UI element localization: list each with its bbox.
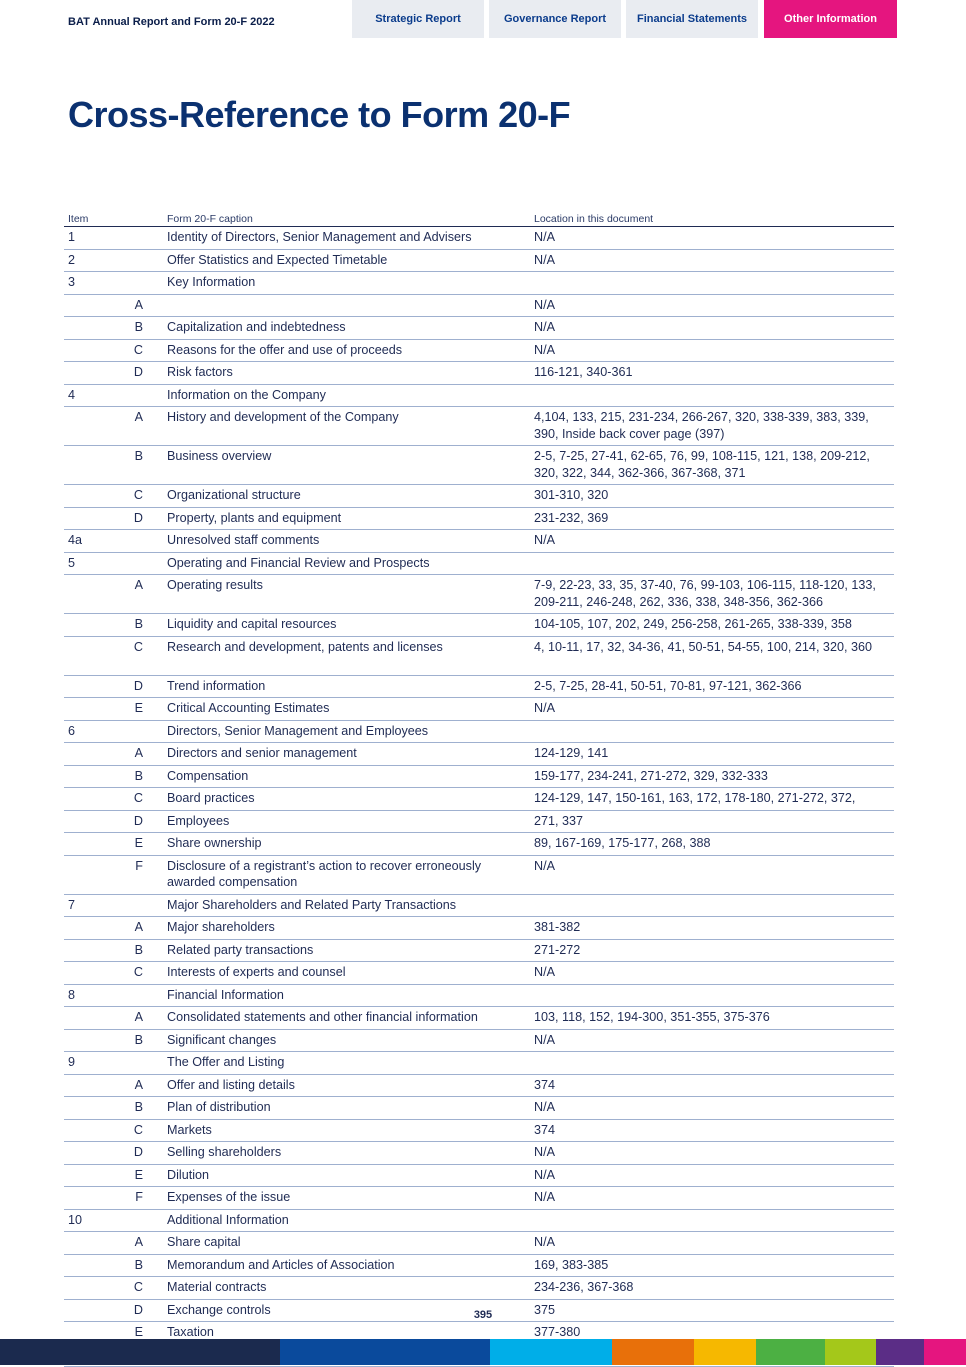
row-subitem: D	[126, 810, 163, 833]
row-item	[64, 1187, 126, 1210]
row-location: 4, 10-11, 17, 32, 34-36, 41, 50-51, 54-55, 100, 214, 320, 360	[530, 636, 894, 675]
row-item: 3	[64, 272, 126, 295]
row-item	[64, 1029, 126, 1052]
row-caption: Expenses of the issue	[163, 1187, 530, 1210]
row-caption: Identity of Directors, Senior Management and Advisers	[163, 227, 530, 250]
row-item	[64, 485, 126, 508]
table-row	[64, 339, 894, 362]
row-caption: Major Shareholders and Related Party Transactions	[163, 894, 530, 917]
row-subitem: B	[126, 1097, 163, 1120]
row-subitem: E	[126, 698, 163, 721]
color-bar-segment	[756, 1339, 825, 1365]
table-row	[64, 1254, 894, 1277]
row-location: 124-129, 141	[530, 743, 894, 766]
row-subitem	[126, 552, 163, 575]
table-row	[64, 1232, 894, 1255]
row-caption: Financial Information	[163, 984, 530, 1007]
row-item	[64, 317, 126, 340]
table-row	[64, 384, 894, 407]
row-location: N/A	[530, 855, 894, 894]
table-row	[64, 614, 894, 637]
table-row	[64, 530, 894, 553]
row-location	[530, 984, 894, 1007]
row-location	[530, 894, 894, 917]
row-location: 169, 383-385	[530, 1254, 894, 1277]
row-location: 159-177, 234-241, 271-272, 329, 332-333	[530, 765, 894, 788]
row-caption: Liquidity and capital resources	[163, 614, 530, 637]
row-item: 7	[64, 894, 126, 917]
row-subitem: A	[126, 294, 163, 317]
row-location	[530, 720, 894, 743]
row-subitem: C	[126, 339, 163, 362]
row-subitem: D	[126, 507, 163, 530]
row-item	[64, 636, 126, 675]
footer-color-bar	[0, 1339, 966, 1365]
row-subitem: E	[126, 1322, 163, 1345]
table-row	[64, 1007, 894, 1030]
row-location: 381-382	[530, 917, 894, 940]
color-bar-segment	[0, 1339, 280, 1365]
row-location: 2-5, 7-25, 27-41, 62-65, 76, 99, 108-115, 121, 138, 209-212, 320, 322, 344, 362-366, 367-368, 371	[530, 446, 894, 485]
row-subitem: F	[126, 855, 163, 894]
row-location: 377-380	[530, 1322, 894, 1345]
table-row	[64, 675, 894, 698]
row-location	[530, 552, 894, 575]
row-item: 2	[64, 249, 126, 272]
row-location: 7-9, 22-23, 33, 35, 37-40, 76, 99-103, 106-115, 118-120, 133, 209-211, 246-248, 262, 336, 338, 348-356, 362-366	[530, 575, 894, 614]
row-location: N/A	[530, 1164, 894, 1187]
table-row	[64, 636, 894, 675]
table-row	[64, 249, 894, 272]
row-caption: Trend information	[163, 675, 530, 698]
table-row	[64, 1164, 894, 1187]
row-caption: Interests of experts and counsel	[163, 962, 530, 985]
row-subitem	[126, 720, 163, 743]
row-item	[64, 1074, 126, 1097]
row-item: 10	[64, 1209, 126, 1232]
row-item: 4	[64, 384, 126, 407]
row-item: 9	[64, 1052, 126, 1075]
color-bar-segment	[924, 1339, 966, 1365]
row-caption: Employees	[163, 810, 530, 833]
row-caption: Exchange controls	[163, 1299, 530, 1322]
row-location: 4,104, 133, 215, 231-234, 266-267, 320, 338-339, 383, 339, 390, Inside back cover page (397)	[530, 407, 894, 446]
row-item	[64, 1142, 126, 1165]
table-row	[64, 1074, 894, 1097]
row-caption: Directors and senior management	[163, 743, 530, 766]
row-location: 2-5, 7-25, 28-41, 50-51, 70-81, 97-121, 362-366	[530, 675, 894, 698]
tab-financial-statements[interactable]: Financial Statements	[626, 0, 758, 38]
table-row	[64, 917, 894, 940]
color-bar-segment	[612, 1339, 694, 1365]
row-caption: Operating and Financial Review and Prospects	[163, 552, 530, 575]
row-subitem: D	[126, 1299, 163, 1322]
tab-other-information[interactable]: Other Information	[764, 0, 897, 38]
row-subitem: B	[126, 1254, 163, 1277]
row-caption: History and development of the Company	[163, 407, 530, 446]
row-location: N/A	[530, 530, 894, 553]
row-caption: Markets	[163, 1119, 530, 1142]
page-header	[0, 0, 966, 38]
row-caption: Memorandum and Articles of Association	[163, 1254, 530, 1277]
row-subitem: C	[126, 1119, 163, 1142]
row-item	[64, 788, 126, 811]
row-location: 375	[530, 1299, 894, 1322]
row-subitem: B	[126, 614, 163, 637]
row-caption: Related party transactions	[163, 939, 530, 962]
row-subitem: D	[126, 362, 163, 385]
row-caption: Disclosure of a registrant’s action to recover erroneously awarded compensation	[163, 855, 530, 894]
row-subitem: B	[126, 765, 163, 788]
table-row	[64, 1052, 894, 1075]
row-location: 271, 337	[530, 810, 894, 833]
row-subitem	[126, 1209, 163, 1232]
row-location: N/A	[530, 1187, 894, 1210]
page-number: 395	[473, 1309, 493, 1321]
table-row	[64, 894, 894, 917]
row-subitem	[126, 1052, 163, 1075]
table-row	[64, 1187, 894, 1210]
table-row	[64, 552, 894, 575]
row-subitem	[126, 384, 163, 407]
row-location	[530, 272, 894, 295]
row-item: 8	[64, 984, 126, 1007]
row-location: N/A	[530, 1097, 894, 1120]
table-row	[64, 810, 894, 833]
row-location: N/A	[530, 1142, 894, 1165]
row-item: 4a	[64, 530, 126, 553]
row-location: N/A	[530, 339, 894, 362]
row-item	[64, 810, 126, 833]
row-location: N/A	[530, 227, 894, 250]
row-caption: Property, plants and equipment	[163, 507, 530, 530]
row-caption: Capitalization and indebtedness	[163, 317, 530, 340]
row-item	[64, 1007, 126, 1030]
row-caption: Organizational structure	[163, 485, 530, 508]
row-item	[64, 1164, 126, 1187]
row-subitem: B	[126, 446, 163, 485]
row-location: N/A	[530, 698, 894, 721]
row-item	[64, 939, 126, 962]
row-subitem	[126, 227, 163, 250]
row-caption: Plan of distribution	[163, 1097, 530, 1120]
row-caption: Risk factors	[163, 362, 530, 385]
table-row	[64, 362, 894, 385]
row-item	[64, 575, 126, 614]
row-location: N/A	[530, 249, 894, 272]
row-subitem: E	[126, 833, 163, 856]
row-caption: Directors, Senior Management and Employees	[163, 720, 530, 743]
row-location: 231-232, 369	[530, 507, 894, 530]
row-subitem: C	[126, 788, 163, 811]
color-bar-segment	[876, 1339, 924, 1365]
tab-governance-report[interactable]: Governance Report	[489, 0, 621, 38]
row-caption: Consolidated statements and other financial information	[163, 1007, 530, 1030]
table-row	[64, 855, 894, 894]
table-row	[64, 1142, 894, 1165]
row-subitem	[126, 894, 163, 917]
row-caption: Business overview	[163, 446, 530, 485]
row-subitem: D	[126, 675, 163, 698]
row-caption: Board practices	[163, 788, 530, 811]
table-row	[64, 984, 894, 1007]
row-location	[530, 1052, 894, 1075]
row-subitem: A	[126, 1007, 163, 1030]
row-item	[64, 446, 126, 485]
row-subitem: C	[126, 962, 163, 985]
row-subitem: B	[126, 939, 163, 962]
row-subitem: C	[126, 1277, 163, 1300]
row-subitem: A	[126, 917, 163, 940]
row-subitem: F	[126, 1187, 163, 1210]
document-title: BAT Annual Report and Form 20-F 2022	[68, 16, 275, 28]
row-location: 103, 118, 152, 194-300, 351-355, 375-376	[530, 1007, 894, 1030]
row-location: 271-272	[530, 939, 894, 962]
table-row	[64, 1209, 894, 1232]
row-item	[64, 507, 126, 530]
table-row	[64, 1097, 894, 1120]
row-location	[530, 1209, 894, 1232]
row-item	[64, 1254, 126, 1277]
header-item: Item	[64, 209, 126, 227]
table-row	[64, 317, 894, 340]
color-bar-segment	[280, 1339, 490, 1365]
header-caption: Form 20-F caption	[163, 209, 530, 227]
row-item	[64, 339, 126, 362]
table-row	[64, 698, 894, 721]
row-caption: Reasons for the offer and use of proceeds	[163, 339, 530, 362]
row-caption: Selling shareholders	[163, 1142, 530, 1165]
row-subitem: A	[126, 1232, 163, 1255]
row-item: 1	[64, 227, 126, 250]
row-caption: Material contracts	[163, 1277, 530, 1300]
row-location: N/A	[530, 962, 894, 985]
row-location: 301-310, 320	[530, 485, 894, 508]
row-item	[64, 765, 126, 788]
row-subitem: B	[126, 1029, 163, 1052]
page-title: Cross-Reference to Form 20-F	[68, 94, 571, 135]
table-row	[64, 1119, 894, 1142]
row-item	[64, 1277, 126, 1300]
row-caption	[163, 294, 530, 317]
row-caption: Offer and listing details	[163, 1074, 530, 1097]
table-row	[64, 1029, 894, 1052]
row-caption: Information on the Company	[163, 384, 530, 407]
row-location: 374	[530, 1074, 894, 1097]
row-caption: Significant changes	[163, 1029, 530, 1052]
row-item	[64, 614, 126, 637]
row-caption: Key Information	[163, 272, 530, 295]
row-subitem: C	[126, 485, 163, 508]
row-item	[64, 962, 126, 985]
table-row	[64, 743, 894, 766]
row-item	[64, 675, 126, 698]
row-item: 5	[64, 552, 126, 575]
row-subitem: A	[126, 743, 163, 766]
row-location: N/A	[530, 1029, 894, 1052]
row-item: 6	[64, 720, 126, 743]
table-header-row	[64, 209, 894, 227]
row-subitem	[126, 984, 163, 1007]
row-item	[64, 1232, 126, 1255]
color-bar-segment	[825, 1339, 876, 1365]
row-subitem: A	[126, 1074, 163, 1097]
table-row	[64, 294, 894, 317]
tab-strategic-report[interactable]: Strategic Report	[352, 0, 484, 38]
table-row	[64, 575, 894, 614]
row-caption: Offer Statistics and Expected Timetable	[163, 249, 530, 272]
row-location: 89, 167-169, 175-177, 268, 388	[530, 833, 894, 856]
header-sub	[126, 209, 163, 227]
row-caption: Major shareholders	[163, 917, 530, 940]
table-row	[64, 446, 894, 485]
row-subitem: A	[126, 575, 163, 614]
row-caption: Research and development, patents and licenses	[163, 636, 530, 675]
row-item	[64, 917, 126, 940]
table-row	[64, 833, 894, 856]
row-subitem	[126, 249, 163, 272]
table-row	[64, 1277, 894, 1300]
row-location: 374	[530, 1119, 894, 1142]
row-location: 116-121, 340-361	[530, 362, 894, 385]
table-row	[64, 507, 894, 530]
row-location	[530, 384, 894, 407]
table-row	[64, 272, 894, 295]
row-item	[64, 833, 126, 856]
row-item	[64, 1097, 126, 1120]
row-subitem	[126, 272, 163, 295]
row-caption: Dilution	[163, 1164, 530, 1187]
table-body	[64, 227, 894, 1367]
row-item	[64, 294, 126, 317]
row-location: 124-129, 147, 150-161, 163, 172, 178-180, 271-272, 372,	[530, 788, 894, 811]
table-row	[64, 939, 894, 962]
row-subitem: E	[126, 1164, 163, 1187]
row-location: N/A	[530, 294, 894, 317]
row-caption: Share ownership	[163, 833, 530, 856]
table-row	[64, 407, 894, 446]
cross-reference-table	[64, 209, 894, 1367]
row-location: N/A	[530, 1232, 894, 1255]
row-caption: Operating results	[163, 575, 530, 614]
row-location: 234-236, 367-368	[530, 1277, 894, 1300]
row-caption: The Offer and Listing	[163, 1052, 530, 1075]
table-row	[64, 788, 894, 811]
header-location: Location in this document	[530, 209, 894, 227]
row-location: 104-105, 107, 202, 249, 256-258, 261-265, 338-339, 358	[530, 614, 894, 637]
row-item	[64, 855, 126, 894]
color-bar-segment	[490, 1339, 612, 1365]
row-caption: Share capital	[163, 1232, 530, 1255]
row-subitem: A	[126, 407, 163, 446]
row-subitem: C	[126, 636, 163, 675]
row-caption: Critical Accounting Estimates	[163, 698, 530, 721]
row-item	[64, 362, 126, 385]
table-row	[64, 227, 894, 250]
row-location: N/A	[530, 317, 894, 340]
row-caption: Taxation	[163, 1322, 530, 1345]
row-caption: Compensation	[163, 765, 530, 788]
row-item	[64, 1119, 126, 1142]
table-row	[64, 765, 894, 788]
table-row	[64, 962, 894, 985]
row-caption: Unresolved staff comments	[163, 530, 530, 553]
table-row	[64, 485, 894, 508]
row-item	[64, 743, 126, 766]
row-item	[64, 698, 126, 721]
row-subitem: D	[126, 1142, 163, 1165]
row-item	[64, 407, 126, 446]
row-subitem: B	[126, 317, 163, 340]
row-subitem	[126, 530, 163, 553]
table-row	[64, 720, 894, 743]
row-caption: Additional Information	[163, 1209, 530, 1232]
color-bar-segment	[694, 1339, 756, 1365]
